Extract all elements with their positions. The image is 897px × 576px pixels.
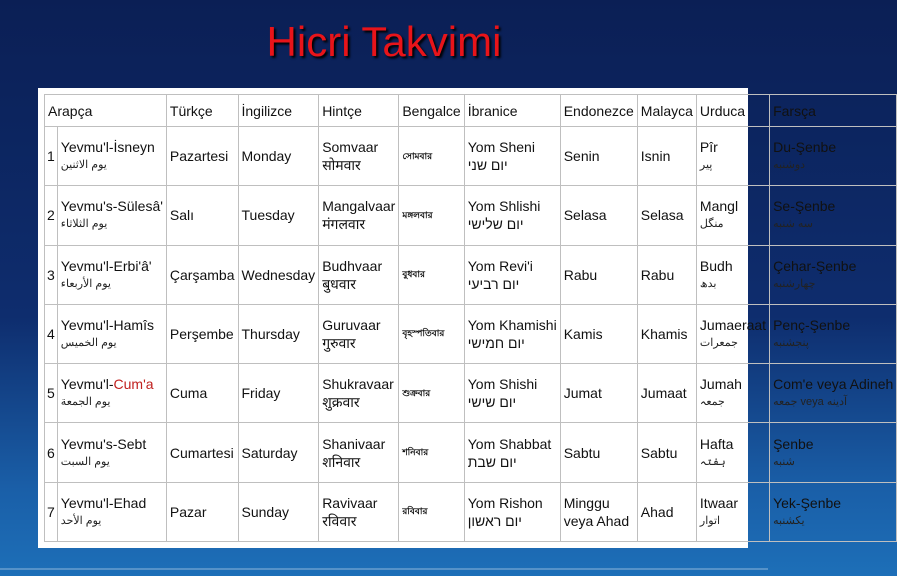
cell-arabic [57,364,166,423]
header-english: İngilizce [238,95,319,127]
cell-hebrew [464,304,560,363]
hebrew-latin: Yom Shabbat [467,435,552,452]
header-arabic: Arapça [45,95,167,127]
hindi-script: रविवार [322,512,357,529]
arabic-script: يوم الاثنين [60,159,107,172]
cell-hindi [319,304,399,363]
persian-script: پنجشنبه [773,336,809,349]
cell-bengali: বৃহস্পতিবার [399,304,464,363]
cell-urdu [696,127,769,186]
hindi-script: शुक्रवार [322,394,360,411]
cell-urdu [696,186,769,245]
arabic-latin: Yevmu'l-Erbi'â' [60,257,152,274]
header-hebrew: İbranice [464,95,560,127]
urdu-latin: Itwaar [699,494,739,511]
persian-latin: Du-Şenbe [773,139,837,156]
cell-bengali: বুধবার [399,245,464,304]
urdu-latin: Pîr [699,139,718,156]
cell-english: Friday [238,364,319,423]
cell-hebrew [464,245,560,304]
cell-hindi [319,423,399,482]
row-number: 1 [45,127,58,186]
hebrew-latin: Yom Khamishi [467,316,557,333]
arabic-script: يوم الأربعاء [60,277,111,290]
hebrew-script: יום ראשון [467,512,522,529]
urdu-script: ہفتہ [699,455,726,468]
cell-bengali: সোমবার [399,127,464,186]
cell-turkish: Cumartesi [166,423,238,482]
cell-hindi [319,127,399,186]
cell-bengali: রবিবার [399,482,464,541]
hebrew-script: יום שלישי [467,216,524,233]
urdu-script: جمعہ [699,396,725,409]
arabic-latin: Yevmu'l-Ehad [60,494,147,511]
arabic-latin [61,375,163,393]
persian-latin: Şenbe [773,435,814,452]
header-malay: Malayca [637,95,696,127]
table-row [45,127,897,186]
indonesian-line1: Minggu [563,494,610,511]
row-number: 5 [45,364,58,423]
arabic-script: يوم الخميس [60,336,117,349]
cell-bengali: শনিবার [399,423,464,482]
hebrew-script: יום רביעי [467,275,520,292]
cell-urdu [696,364,769,423]
hebrew-latin: Yom Sheni [467,139,535,156]
cell-english: Wednesday [238,245,319,304]
persian-latin: Yek-Şenbe [773,494,842,511]
indonesian-line2: veya Ahad [563,512,630,529]
hindi-latin: Somvaar [322,139,379,156]
calendar-table-card [38,88,894,548]
cell-persian [770,245,897,304]
cell-english: Monday [238,127,319,186]
cell-english: Tuesday [238,186,319,245]
hindi-script: गुरुवार [322,334,356,351]
hebrew-script: יום שישי [467,394,517,411]
cell-urdu [696,245,769,304]
urdu-latin: Budh [699,257,733,274]
row-number: 2 [45,186,58,245]
urdu-latin: Mangl [699,198,739,215]
cell-malay: Ahad [637,482,696,541]
persian-script: شنبه [773,455,795,468]
urdu-script: جمعرات [699,336,738,349]
arabic-latin: Yevmu's-Sülesâ' [60,198,163,215]
hebrew-latin: Yom Shlishi [467,198,541,215]
hebrew-latin: Yom Rishon [467,494,543,511]
cell-arabic [57,482,166,541]
cell-persian [770,423,897,482]
cell-malay: Sabtu [637,423,696,482]
weekday-table [44,94,897,542]
header-persian: Farsça [770,95,897,127]
header-indonesian: Endonezce [560,95,637,127]
hebrew-script: יום שני [467,157,508,174]
cell-english: Thursday [238,304,319,363]
cell-malay: Jumaat [637,364,696,423]
hebrew-latin: Yom Revi'i [467,257,533,274]
slide-title: Hicri Takvimi [266,18,502,65]
urdu-script: منگل [699,218,724,231]
persian-script: جمعه veya آدینه [773,396,848,409]
cell-arabic [57,304,166,363]
urdu-script: پیر [699,159,713,172]
arabic-script: يوم الثلاثاء [60,218,108,231]
cell-arabic [57,186,166,245]
cell-hebrew [464,186,560,245]
persian-script: سه شنبه [773,218,814,231]
cell-indonesian: Sabtu [560,423,637,482]
cell-english: Saturday [238,423,319,482]
cell-hindi [319,364,399,423]
row-number: 7 [45,482,58,541]
hindi-latin: Budhvaar [322,257,383,274]
cell-turkish: Cuma [166,364,238,423]
cell-bengali: মঙ্গলবার [399,186,464,245]
cell-urdu [696,304,769,363]
cell-bengali: শুক্রবার [399,364,464,423]
cell-malay: Selasa [637,186,696,245]
hindi-script: बुधवार [322,275,356,292]
cell-urdu [696,482,769,541]
cell-english: Sunday [238,482,319,541]
cell-malay: Rabu [637,245,696,304]
persian-latin: Penç-Şenbe [773,316,851,333]
persian-script: دوشنبه [773,159,806,172]
hindi-script: शनिवार [322,453,361,470]
urdu-script: اتوار [699,514,721,527]
header-urdu: Urduca [696,95,769,127]
persian-latin: Se-Şenbe [773,198,836,215]
urdu-latin: Jumah [699,376,742,393]
hindi-latin: Guruvaar [322,316,381,333]
hindi-latin: Shanivaar [322,435,386,452]
table-row [45,482,897,541]
cell-indonesian: Senin [560,127,637,186]
cell-malay: Khamis [637,304,696,363]
header-hindi: Hintçe [319,95,399,127]
persian-script: يكشنبه [773,514,805,527]
header-bengali: Bengalce [399,95,464,127]
arabic-script: يوم الجمعة [60,396,111,409]
cell-indonesian: Rabu [560,245,637,304]
cell-persian [770,186,897,245]
arabic-script: يوم السبت [60,455,110,468]
cell-turkish: Çarşamba [166,245,238,304]
cell-turkish: Salı [166,186,238,245]
cell-arabic [57,423,166,482]
cell-turkish: Perşembe [166,304,238,363]
cell-urdu [696,423,769,482]
urdu-latin: Hafta [699,435,734,452]
cell-hindi [319,186,399,245]
table-row [45,186,897,245]
cell-arabic [57,127,166,186]
persian-script: چهارشنبه [773,277,816,290]
hebrew-script: יום חמישי [467,334,525,351]
hindi-script: मंगलवार [322,216,366,233]
hindi-latin: Ravivaar [322,494,378,511]
cell-hebrew [464,423,560,482]
cell-persian [770,482,897,541]
cell-indonesian: Selasa [560,186,637,245]
cell-arabic [57,245,166,304]
cell-malay: Isnin [637,127,696,186]
cell-hindi [319,245,399,304]
arabic-latin-highlight: Cum'a [113,376,154,393]
arabic-latin: Yevmu's-Sebt [60,435,147,452]
cell-hindi [319,482,399,541]
persian-latin: Çehar-Şenbe [773,257,857,274]
cell-turkish: Pazartesi [166,127,238,186]
arabic-script: يوم الأحد [60,514,102,527]
cell-indonesian: Jumat [560,364,637,423]
table-row [45,304,897,363]
table-row [45,364,897,423]
hebrew-latin: Yom Shishi [467,376,538,393]
arabic-latin-prefix: Yevmu'l- [60,376,114,393]
table-row [45,245,897,304]
cell-indonesian: Kamis [560,304,637,363]
row-number: 6 [45,423,58,482]
hindi-latin: Shukravaar [322,376,394,393]
urdu-latin: Jumaeraat [699,316,767,333]
table-row [45,423,897,482]
arabic-latin: Yevmu'l-Hamîs [60,316,154,333]
cell-hebrew [464,482,560,541]
arabic-latin: Yevmu'l-İsneyn [60,139,155,156]
cell-indonesian [560,482,637,541]
slide-decoration-line [0,568,768,570]
hindi-script: सोमवार [322,157,361,174]
hindi-latin: Mangalvaar [322,198,396,215]
urdu-script: بدھ [699,277,717,290]
hebrew-script: יום שבת [467,453,517,470]
cell-hebrew [464,127,560,186]
row-number: 4 [45,304,58,363]
cell-persian [770,304,897,363]
persian-latin: Com'e veya Adineh [773,376,894,393]
cell-persian [770,127,897,186]
cell-hebrew [464,364,560,423]
header-turkish: Türkçe [166,95,238,127]
cell-persian [770,364,897,423]
row-number: 3 [45,245,58,304]
cell-turkish: Pazar [166,482,238,541]
table-header-row [45,95,897,127]
